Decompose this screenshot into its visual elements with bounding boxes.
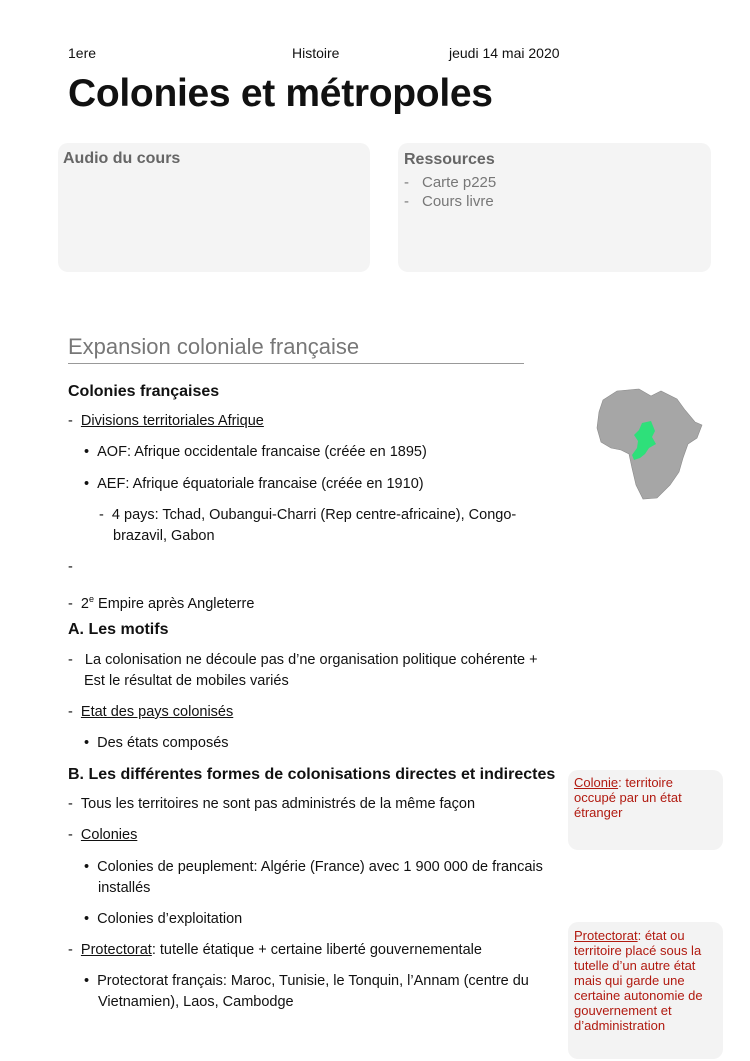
resource-item[interactable]: - Carte p225	[404, 174, 497, 191]
list-item-continuation: Vietnamien), Laos, Cambodge	[98, 994, 294, 1010]
page-title: Colonies et métropoles	[68, 72, 493, 115]
list-item: - Protectorat: tutelle étatique + certaine liberté gouvernementale	[68, 942, 482, 958]
audio-box-title: Audio du cours	[63, 150, 181, 167]
list-item: - 4 pays: Tchad, Oubangui-Charri (Rep centre-africaine), Congo-	[99, 507, 517, 523]
resources-box	[398, 143, 711, 272]
list-item: - Tous les territoires ne sont pas administrés de la même façon	[68, 796, 476, 812]
resources-title: Ressources	[404, 151, 495, 168]
resource-item[interactable]: - Cours livre	[404, 193, 494, 210]
note-colonie: Colonie: territoire occupé par un état étranger	[568, 770, 723, 850]
list-item: - Divisions territoriales Afrique	[68, 413, 264, 429]
heading-motifs: A. Les motifs	[68, 621, 169, 638]
date: jeudi 14 mai 2020	[449, 45, 560, 61]
subsection-heading: Colonies françaises	[68, 383, 220, 400]
heading-formes: B. Les différentes formes de colonisations directes et indirectes	[68, 766, 556, 783]
list-item: - 2e Empire après Angleterre	[68, 594, 255, 612]
list-item: - La colonisation ne découle pas d’ne organisation politique cohérente +	[68, 652, 538, 668]
class-level: 1ere	[68, 45, 97, 61]
subject: Histoire	[292, 45, 340, 61]
note-protectorat: Protectorat: état ou territoire placé sous la tutelle d’un autre état mais qui garde une certaine autonomie de gouvernement et d’administration	[568, 922, 723, 1059]
list-item: • Protectorat français: Maroc, Tunisie, le Tonquin, l’Annam (centre du	[84, 973, 529, 989]
section-title: Expansion coloniale française	[68, 334, 524, 364]
list-item-continuation: Est le résultat de mobiles variés	[84, 673, 289, 689]
empty-list-item: -	[68, 559, 73, 575]
list-item-continuation: installés	[98, 880, 151, 896]
list-item: • Colonies d’exploitation	[84, 911, 243, 927]
list-item-continuation: brazavil, Gabon	[113, 528, 215, 544]
audio-box[interactable]	[58, 143, 370, 272]
list-item: • Des états composés	[84, 735, 229, 751]
list-item: - Colonies	[68, 827, 138, 843]
list-item: - Etat des pays colonisés	[68, 704, 234, 720]
list-item: • AEF: Afrique équatoriale francaise (créée en 1910)	[84, 476, 424, 492]
list-item: • AOF: Afrique occidentale francaise (créée en 1895)	[84, 444, 427, 460]
africa-map	[593, 388, 703, 502]
list-item: • Colonies de peuplement: Algérie (France) avec 1 900 000 de francais	[84, 859, 543, 875]
